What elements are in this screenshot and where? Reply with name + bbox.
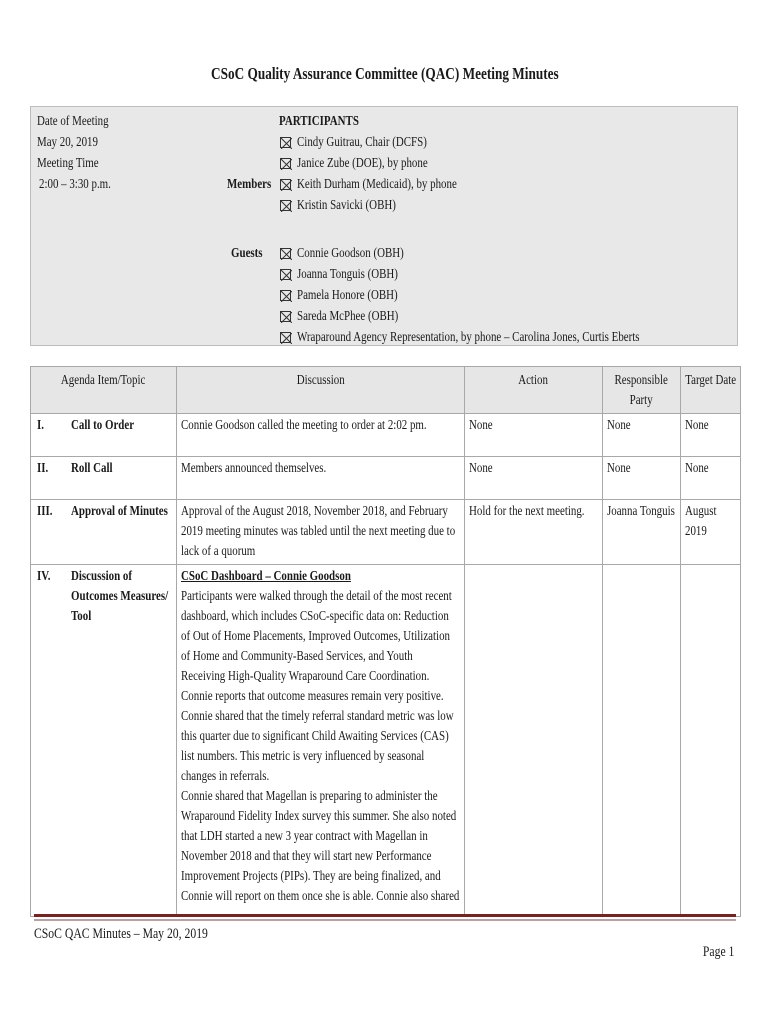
- footer-divider-light: [34, 919, 736, 921]
- row-discussion: [177, 565, 465, 917]
- checked-checkbox-icon: [280, 200, 291, 211]
- discussion-heading: CSoC Dashboard – Connie Goodson: [181, 569, 351, 584]
- members-label: Members: [227, 177, 272, 192]
- row-date: None: [681, 457, 741, 500]
- table-row: [31, 457, 741, 500]
- header-target-date: Target Date: [681, 367, 741, 414]
- table-row: [31, 500, 741, 565]
- table-row: [31, 414, 741, 457]
- checked-checkbox-icon: [280, 179, 291, 190]
- row-party: None: [603, 414, 681, 457]
- row-party: Joanna Tonguis: [603, 500, 681, 565]
- checked-checkbox-icon: [280, 248, 291, 259]
- row-date: None: [681, 414, 741, 457]
- participant-name: Pamela Honore (OBH): [297, 288, 398, 303]
- checked-checkbox-icon: [280, 290, 291, 301]
- row-date: [681, 565, 741, 917]
- header-discussion: Discussion: [177, 367, 465, 414]
- discussion-paragraph: Connie shared that the timely referral standard metric was low this quarter due to significant Child Awaiting Services (CAS) list numbers. This metric is very influenced by seasonal changes in referrals.: [181, 709, 454, 784]
- row-number: III.: [31, 500, 67, 565]
- row-topic: Roll Call: [67, 457, 177, 500]
- row-discussion: Connie Goodson called the meeting to order at 2:02 pm.: [177, 414, 465, 457]
- row-date: August 2019: [681, 500, 741, 565]
- date-value: May 20, 2019: [37, 135, 98, 150]
- document-title: CSoC Quality Assurance Committee (QAC) Meeting Minutes: [211, 64, 559, 83]
- checked-checkbox-icon: [280, 269, 291, 280]
- footer-caption: CSoC QAC Minutes – May 20, 2019: [34, 926, 208, 942]
- checked-checkbox-icon: [280, 137, 291, 148]
- participants-label: PARTICIPANTS: [279, 114, 359, 129]
- guests-label: Guests: [231, 246, 263, 261]
- row-action: None: [465, 457, 603, 500]
- footer-divider: [34, 914, 736, 917]
- row-number: II.: [31, 457, 67, 500]
- row-number: I.: [31, 414, 67, 457]
- row-number: IV.: [31, 565, 67, 917]
- row-topic: Discussion of Outcomes Measures/ Tool: [67, 565, 177, 917]
- participant-name: Connie Goodson (OBH): [297, 246, 404, 261]
- row-topic: Approval of Minutes: [67, 500, 177, 565]
- meeting-info-box: [30, 106, 738, 346]
- header-responsible-party: Responsible Party: [603, 367, 681, 414]
- discussion-paragraph: Participants were walked through the detail of the most recent dashboard, which includes CSoC-specific data on: Reduction of Out of Home Placements, Improved Outcomes, Utilization of Home and Community-Based Services, and Youth Receiving High-Quality Wraparound Care Coordination. Connie reports that outcome measures remain very positive.: [181, 589, 452, 704]
- row-party: [603, 565, 681, 917]
- checked-checkbox-icon: [280, 332, 291, 343]
- discussion-paragraph: Connie shared that Magellan is preparing to administer the Wraparound Fidelity Index survey this summer. She also noted that LDH started a new 3 year contract with Magellan in November 2018 and that they will start new Performance Improvement Projects (PIPs). They are being finalized, and Connie will report on them once she is able. Connie also shared: [181, 789, 460, 904]
- table-header-row: [31, 367, 741, 414]
- header-action: Action: [465, 367, 603, 414]
- row-discussion: Members announced themselves.: [177, 457, 465, 500]
- row-topic: Call to Order: [67, 414, 177, 457]
- checked-checkbox-icon: [280, 311, 291, 322]
- time-label: Meeting Time: [37, 156, 99, 171]
- row-party: None: [603, 457, 681, 500]
- participant-name: Kristin Savicki (OBH): [297, 198, 396, 213]
- date-label: Date of Meeting: [37, 114, 109, 129]
- participant-name: Sareda McPhee (OBH): [297, 309, 399, 324]
- agenda-table: [30, 366, 741, 917]
- participant-name: Keith Durham (Medicaid), by phone: [297, 177, 457, 192]
- row-action: [465, 565, 603, 917]
- page-number: Page 1: [702, 944, 734, 960]
- participant-name: Cindy Guitrau, Chair (DCFS): [297, 135, 427, 150]
- participant-name: Janice Zube (DOE), by phone: [297, 156, 428, 171]
- checked-checkbox-icon: [280, 158, 291, 169]
- row-action: None: [465, 414, 603, 457]
- header-agenda-item: Agenda Item/Topic: [31, 367, 177, 414]
- participant-name: Joanna Tonguis (OBH): [297, 267, 398, 282]
- time-value: 2:00 – 3:30 p.m.: [39, 177, 111, 192]
- table-row: [31, 565, 741, 917]
- row-action: Hold for the next meeting.: [465, 500, 603, 565]
- participant-name: Wraparound Agency Representation, by phone – Carolina Jones, Curtis Eberts: [297, 330, 640, 345]
- row-discussion: Approval of the August 2018, November 2018, and February 2019 meeting minutes was tabled until the next meeting due to lack of a quorum: [177, 500, 465, 565]
